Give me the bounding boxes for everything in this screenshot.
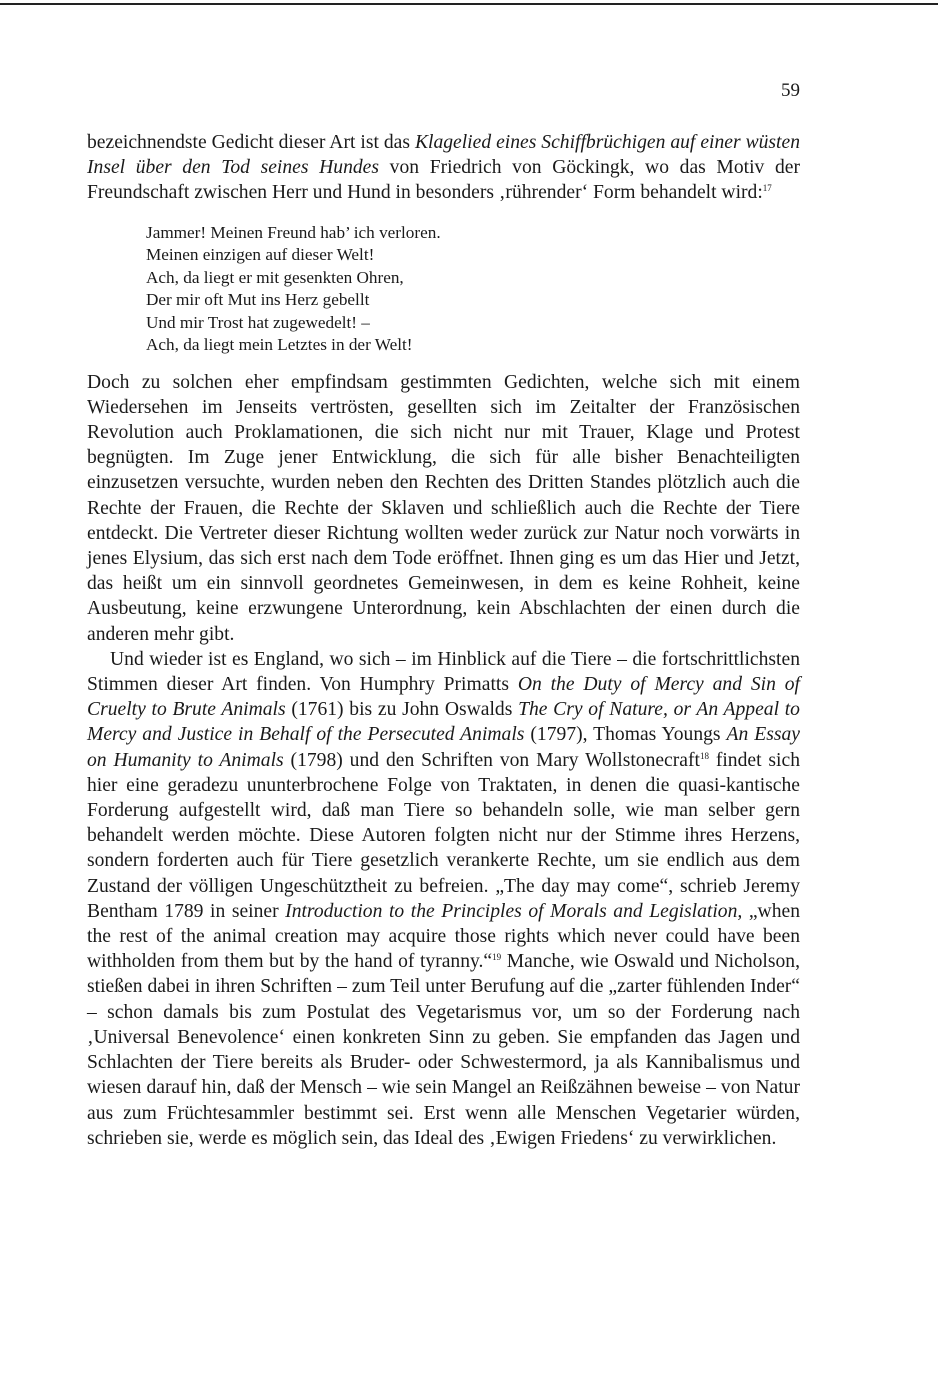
paragraph-england-text-3: (1797), Thomas Youngs <box>524 724 727 746</box>
work-title-bentham: Introduction to the Principles of Morals and Legislation, <box>285 900 743 922</box>
paragraph-england-text-2: (1761) bis zu John Oswalds <box>285 699 519 721</box>
paragraph-england-text-5: findet sich hier eine geradezu ununterbrochene Folge von Traktaten, in denen die quasi-kantische Forderung aufgestellt wird, daß man Tiere so behandeln solle, wie man selber gern behandelt werden möchte. Diese Autoren folgten nicht nur der Stimme ihres Herzens, sondern forderten auch für Tiere gesetzlich verankerte Rechte, um sie endlich aus dem Zustand der völligen Ungeschütztheit zu befreien. „The day may come“, schrieb Jeremy Bentham 1789 in seiner <box>87 749 800 922</box>
body-text <box>87 130 800 1151</box>
verse-line: Der mir oft Mut ins Herz gebellt <box>146 290 370 310</box>
footnote-ref-18[interactable]: 18 <box>699 750 709 761</box>
work-title-oswald: The Cry of Nature, or An Appeal to Mercy and Justice in Behalf of the Persecuted Animals <box>87 699 800 746</box>
poem-title: Klagelied eines Schiffbrüchigen auf einer wüsten Insel über den Tod seines Hundes <box>87 132 800 179</box>
paragraph-england <box>87 647 800 1151</box>
verse-line: Und mir Trost hat zugewedelt! – <box>146 312 370 332</box>
footnote-ref-19[interactable]: 19 <box>492 952 502 963</box>
paragraph-intro-text: bezeichnendste Gedicht dieser Art ist das <box>87 132 415 153</box>
paragraph-intro <box>87 130 800 206</box>
verse-line: Meinen einzigen auf dieser Welt! <box>146 245 375 265</box>
verse-line: Ach, da liegt mein Letztes in der Welt! <box>146 335 413 355</box>
paragraph-england-text-4: (1798) und den Schriften von Mary Wollstonecraft <box>283 749 700 771</box>
paragraph-revolution: Doch zu solchen eher empfindsam gestimmten Gedichten, welche sich mit einem Wiedersehen im Jenseits vertrösten, gesellten sich im Zeitalter der Französischen Revolution auch Proklamationen, die sich nicht nur mit Trauer, Klage und Protest begnügten. Im Zuge jener Entwicklung, die sich für alle bisher Benachteiligten einzusetzen versuchte, wurden neben den Rechten des Dritten Standes plötzlich auch die Rechte der Frauen, die Rechte der Sklaven und schließlich auch die Rechte der Tiere entdeckt. Die Vertreter dieser Richtung wollten weder zurück zur Natur noch vorwärts in jenes Elysium, das sich erst nach dem Tode eröffnet. Ihnen ging es um das Hier und Jetzt, das heißt um ein sinnvoll geordnetes Gemeinwesen, in dem es keine Rohheit, keine Ausbeutung, keine erzwungene Unterordnung, kein Abschlachten der einen durch die anderen mehr gibt. <box>87 371 800 645</box>
work-title-primatt: On the Duty of Mercy and Sin of Cruelty to Brute Animals <box>87 674 800 721</box>
paragraph-england-text-6: „when the rest of the animal creation may acquire those rights which never could have been withholden from them but by the hand of tyranny.“ <box>87 900 801 973</box>
page-edge-rule <box>0 3 938 5</box>
footnote-ref-17[interactable]: 17 <box>762 183 772 194</box>
page-number: 59 <box>781 80 800 101</box>
verse-quote <box>146 222 800 357</box>
work-title-young: An Essay on Humanity to Animals <box>87 724 800 771</box>
paragraph-england-text-7: Manche, wie Oswald und Nicholson, stießen dabei in ihren Schriften – zum Teil unter Berufung auf die „zarter fühlenden Inder“ – schon damals bis zum Postulat des Vegetarismus vor, um so der Forderung nach ‚Universal Benevolence‘ einen konkreten Sinn zu geben. Sie empfanden das Jagen und Schlachten der Tiere bereits als Bruder- oder Schwestermord, ja als Kannibalismus und wiesen darauf hin, daß der Mensch – wie sein Mangel an Reißzähnen beweise – von Natur aus zum Früchtesammler bestimmt sei. Erst wenn alle Menschen Vegetarier würden, schrieben sie, werde es möglich sein, das Ideal des ‚Ewigen Friedens‘ zu verwirklichen. <box>87 951 800 1149</box>
verse-line: Jammer! Meinen Freund hab’ ich verloren. <box>146 222 441 242</box>
paragraph-england-text: Und wieder ist es England, wo sich – im Hinblick auf die Tiere – die fortschrittlichsten Stimmen dieser Art finden. Von Humphry Primatts <box>87 648 800 696</box>
verse-line: Ach, da liegt er mit gesenkten Ohren, <box>146 267 404 287</box>
paragraph-intro-text-2: von Friedrich von Göckingk, wo das Motiv der Freundschaft zwischen Herr und Hund in besonders ‚rührender‘ Form behandelt wird: <box>87 157 800 204</box>
